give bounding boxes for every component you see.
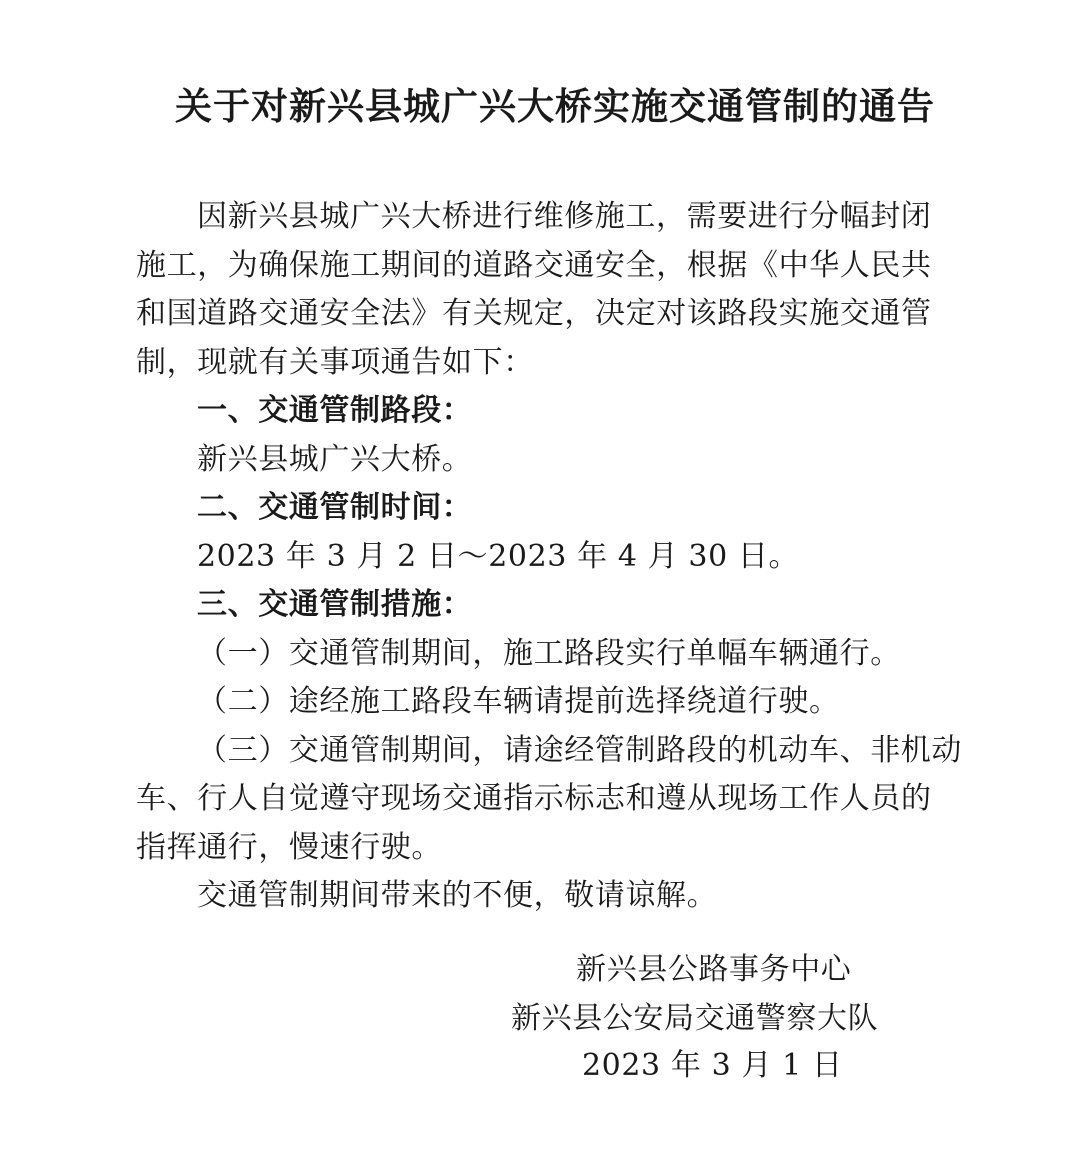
measure-3-line-2: 车、行人自觉遵守现场交通指示标志和遵从现场工作人员的: [136, 781, 932, 816]
measure-1: （一）交通管制期间，施工路段实行单幅车辆通行。: [197, 635, 901, 671]
section-3-heading: 三、交通管制措施：: [197, 587, 473, 622]
section-1-content: 新兴县城广兴大桥。: [197, 441, 473, 477]
intro-line-3: 和国道路交通安全法》有关规定，决定对该路段实施交通管: [136, 296, 932, 331]
intro-line-1: 因新兴县城广兴大桥进行维修施工，需要进行分幅封闭: [197, 199, 932, 234]
section-2-content: 2023 年 3 月 2 日～2023 年 4 月 30 日。: [197, 538, 800, 574]
signature-org-highway-center: 新兴县公路事务中心: [576, 952, 852, 987]
intro-line-2: 施工，为确保施工期间的道路交通安全，根据《中华人民共: [136, 247, 932, 283]
signature-date: 2023 年 3 月 1 日: [582, 1048, 843, 1083]
section-2-heading: 二、交通管制时间：: [197, 490, 473, 525]
measure-2: （二）途经施工路段车辆请提前选择绕道行驶。: [197, 684, 840, 719]
section-1-heading: 一、交通管制路段：: [197, 393, 473, 428]
notice-title: 关于对新兴县城广兴大桥实施交通管制的通告: [175, 84, 935, 128]
closing-remark: 交通管制期间带来的不便，敬请谅解。: [197, 878, 718, 913]
measure-3-line-1: （三）交通管制期间，请途经管制路段的机动车、非机动: [197, 732, 962, 768]
notice-body: [136, 193, 962, 921]
measure-3-line-3: 指挥通行，慢速行驶。: [136, 829, 442, 865]
intro-line-4: 制，现就有关事项通告如下：: [136, 344, 534, 380]
signature-org-traffic-police: 新兴县公安局交通警察大队: [511, 1001, 879, 1036]
